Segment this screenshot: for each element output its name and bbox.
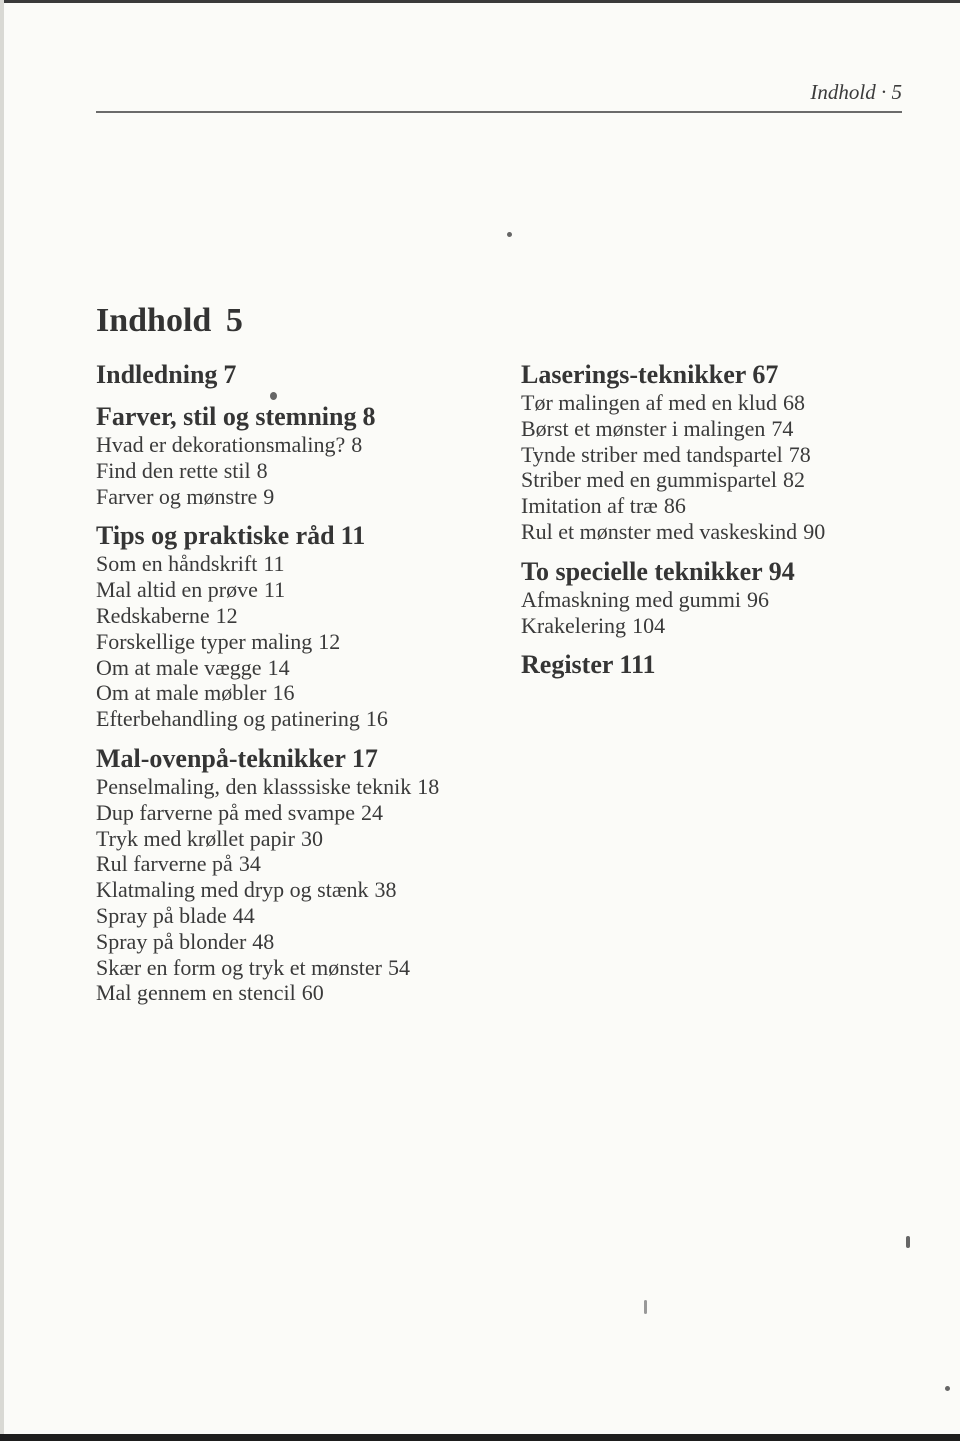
toc-entry	[96, 955, 516, 981]
toc-entry-page: 8	[351, 432, 363, 457]
page-bottom-edge	[0, 1434, 960, 1441]
toc-section-heading	[96, 402, 516, 432]
toc-entry	[96, 655, 516, 681]
toc-entry-page: 74	[771, 415, 794, 441]
running-head-title: Indhold	[810, 80, 876, 104]
toc-section-label: Farver, stil og stemning	[96, 402, 357, 431]
toc-section	[96, 402, 516, 509]
paper-speck	[945, 1386, 950, 1391]
toc-entry	[521, 467, 941, 493]
toc-entry	[521, 613, 941, 639]
toc-left-column	[96, 360, 516, 1018]
toc-entry-label: Spray på blade	[96, 902, 227, 928]
toc-entry-label: Spray på blonder	[96, 928, 247, 954]
toc-entry	[96, 826, 516, 852]
toc-entry	[96, 458, 516, 484]
toc-entry-page: 14	[267, 654, 290, 680]
toc-entry	[521, 587, 941, 613]
toc-section-heading	[96, 360, 516, 390]
toc-entry-label: Krakelering	[521, 612, 627, 638]
toc-entry	[96, 800, 516, 826]
toc-right-column	[521, 360, 941, 692]
toc-entry	[96, 929, 516, 955]
toc-entry-label: Mal altid en prøve	[96, 577, 258, 603]
toc-entry-page: 44	[232, 902, 255, 928]
toc-entry-label: Om at male møbler	[96, 680, 267, 706]
toc-entry	[521, 519, 941, 545]
toc-entry	[96, 851, 516, 877]
toc-entry-label: Dup farverne på med svampe	[96, 799, 356, 825]
toc-section-heading	[96, 521, 516, 551]
toc-entry-label: Børst et mønster i malingen	[521, 415, 766, 441]
toc-entry-label: Rul et mønster med vaskeskind	[521, 518, 798, 544]
toc-entry-page: 38	[374, 877, 397, 903]
toc-section-label: Indledning	[96, 360, 218, 389]
toc-entry	[521, 390, 941, 416]
toc-entry-page: 16	[272, 680, 295, 706]
toc-entry-page: 8	[256, 457, 268, 483]
paper-speck	[507, 232, 512, 237]
toc-entry	[96, 603, 516, 629]
toc-entry-page: 11	[263, 577, 286, 603]
header-rule	[96, 111, 902, 113]
toc-entry	[96, 774, 516, 800]
toc-entry-label: Afmaskning med gummi	[521, 586, 741, 612]
toc-entry-page: 82	[783, 467, 805, 493]
toc-section-page: 94	[768, 556, 795, 586]
toc-entry-page: 96	[746, 586, 769, 612]
toc-section-heading	[521, 650, 941, 680]
toc-entry-page: 16	[365, 706, 388, 732]
toc-section	[96, 360, 516, 390]
toc-entry-page: 68	[782, 390, 805, 415]
toc-section-heading	[96, 744, 516, 774]
toc-section-page: 67	[752, 360, 779, 389]
toc-entry-label: Find den rette stil	[96, 457, 251, 483]
paper-speck	[644, 1300, 647, 1314]
toc-entry-label: Om at male vægge	[96, 654, 262, 680]
toc-section-label: Laserings-teknikker	[521, 360, 747, 389]
toc-section	[521, 557, 941, 639]
toc-entry	[96, 903, 516, 929]
toc-section-page: 11	[340, 521, 366, 551]
toc-entry	[96, 980, 516, 1006]
toc-entry-label: Rul farverne på	[96, 851, 233, 877]
toc-section-heading	[521, 557, 941, 587]
toc-entry	[521, 416, 941, 442]
toc-section-heading	[521, 360, 941, 390]
toc-entry	[521, 493, 941, 519]
toc-entry-page: 18	[417, 773, 440, 799]
toc-entry-label: Hvad er dekorationsmaling?	[96, 432, 346, 457]
toc-entry-label: Tynde striber med tandspartel	[521, 441, 783, 467]
toc-entry	[96, 432, 516, 458]
toc-entry-label: Striber med en gummispartel	[521, 467, 777, 493]
toc-entry-label: Imitation af træ	[521, 493, 658, 519]
toc-section-page: 111	[619, 650, 656, 680]
toc-section	[521, 360, 941, 545]
toc-entry-label: Klatmaling med dryp og stænk	[96, 877, 369, 903]
toc-section-label: Mal-ovenpå-teknikker	[96, 743, 346, 773]
toc-entry-label: Mal gennem en stencil	[96, 980, 296, 1006]
paper-speck	[270, 392, 277, 400]
toc-entry-page: 48	[252, 928, 275, 954]
toc-entry	[96, 551, 516, 577]
toc-entry	[521, 442, 941, 468]
toc-entry-page: 30	[301, 825, 323, 851]
toc-entry	[96, 577, 516, 603]
toc-entry-label: Tryk med krøllet papir	[96, 825, 295, 851]
paper-speck	[906, 1236, 910, 1248]
toc-entry-label: Penselmaling, den klasssiske teknik	[96, 773, 412, 799]
running-head-page: 5	[891, 80, 902, 104]
toc-entry-page: 86	[663, 493, 686, 519]
toc-entry-page: 54	[387, 954, 410, 980]
toc-section	[96, 521, 516, 732]
page-top-edge	[0, 0, 960, 3]
page-left-edge	[0, 0, 4, 1441]
toc-section-label: Register	[521, 650, 614, 680]
toc-section-page: 8	[362, 402, 376, 431]
toc-entry-label: Tør malingen af med en klud	[521, 390, 777, 415]
toc-entry-label: Skær en form og tryk et mønster	[96, 954, 382, 980]
toc-section-label: Tips og praktiske råd	[96, 521, 335, 551]
toc-entry	[96, 680, 516, 706]
toc-section	[96, 744, 516, 1006]
toc-entry-label: Forskellige typer maling	[96, 628, 313, 654]
toc-entry-page: 12	[318, 628, 341, 654]
toc-entry	[96, 706, 516, 732]
toc-entry	[96, 629, 516, 655]
toc-section-label: To specielle teknikker	[521, 556, 763, 586]
running-head	[810, 80, 902, 105]
toc-entry-label: Efterbehandling og patinering	[96, 706, 360, 732]
toc-entry-page: 90	[803, 518, 826, 544]
toc-title	[96, 302, 243, 340]
toc-entry	[96, 877, 516, 903]
toc-entry-label: Farver og mønstre	[96, 483, 258, 509]
toc-entry-page: 12	[215, 602, 238, 628]
toc-entry-page: 24	[361, 799, 384, 825]
toc-entry	[96, 484, 516, 510]
toc-entry-label: Som en håndskrift	[96, 551, 258, 577]
running-head-separator: ·	[881, 80, 887, 104]
toc-section	[521, 650, 941, 680]
toc-section-page: 7	[223, 360, 237, 389]
toc-title-page: 5	[225, 302, 243, 339]
toc-entry-page: 9	[263, 483, 275, 509]
toc-entry-page: 11	[263, 551, 285, 577]
toc-entry-page: 34	[238, 851, 261, 877]
toc-entry-label: Redskaberne	[96, 602, 210, 628]
toc-section-page: 17	[351, 743, 378, 773]
toc-entry-page: 78	[788, 441, 811, 467]
toc-entry-page: 60	[301, 980, 324, 1006]
toc-title-label: Indhold	[96, 302, 212, 339]
toc-entry-page: 104	[632, 612, 666, 638]
